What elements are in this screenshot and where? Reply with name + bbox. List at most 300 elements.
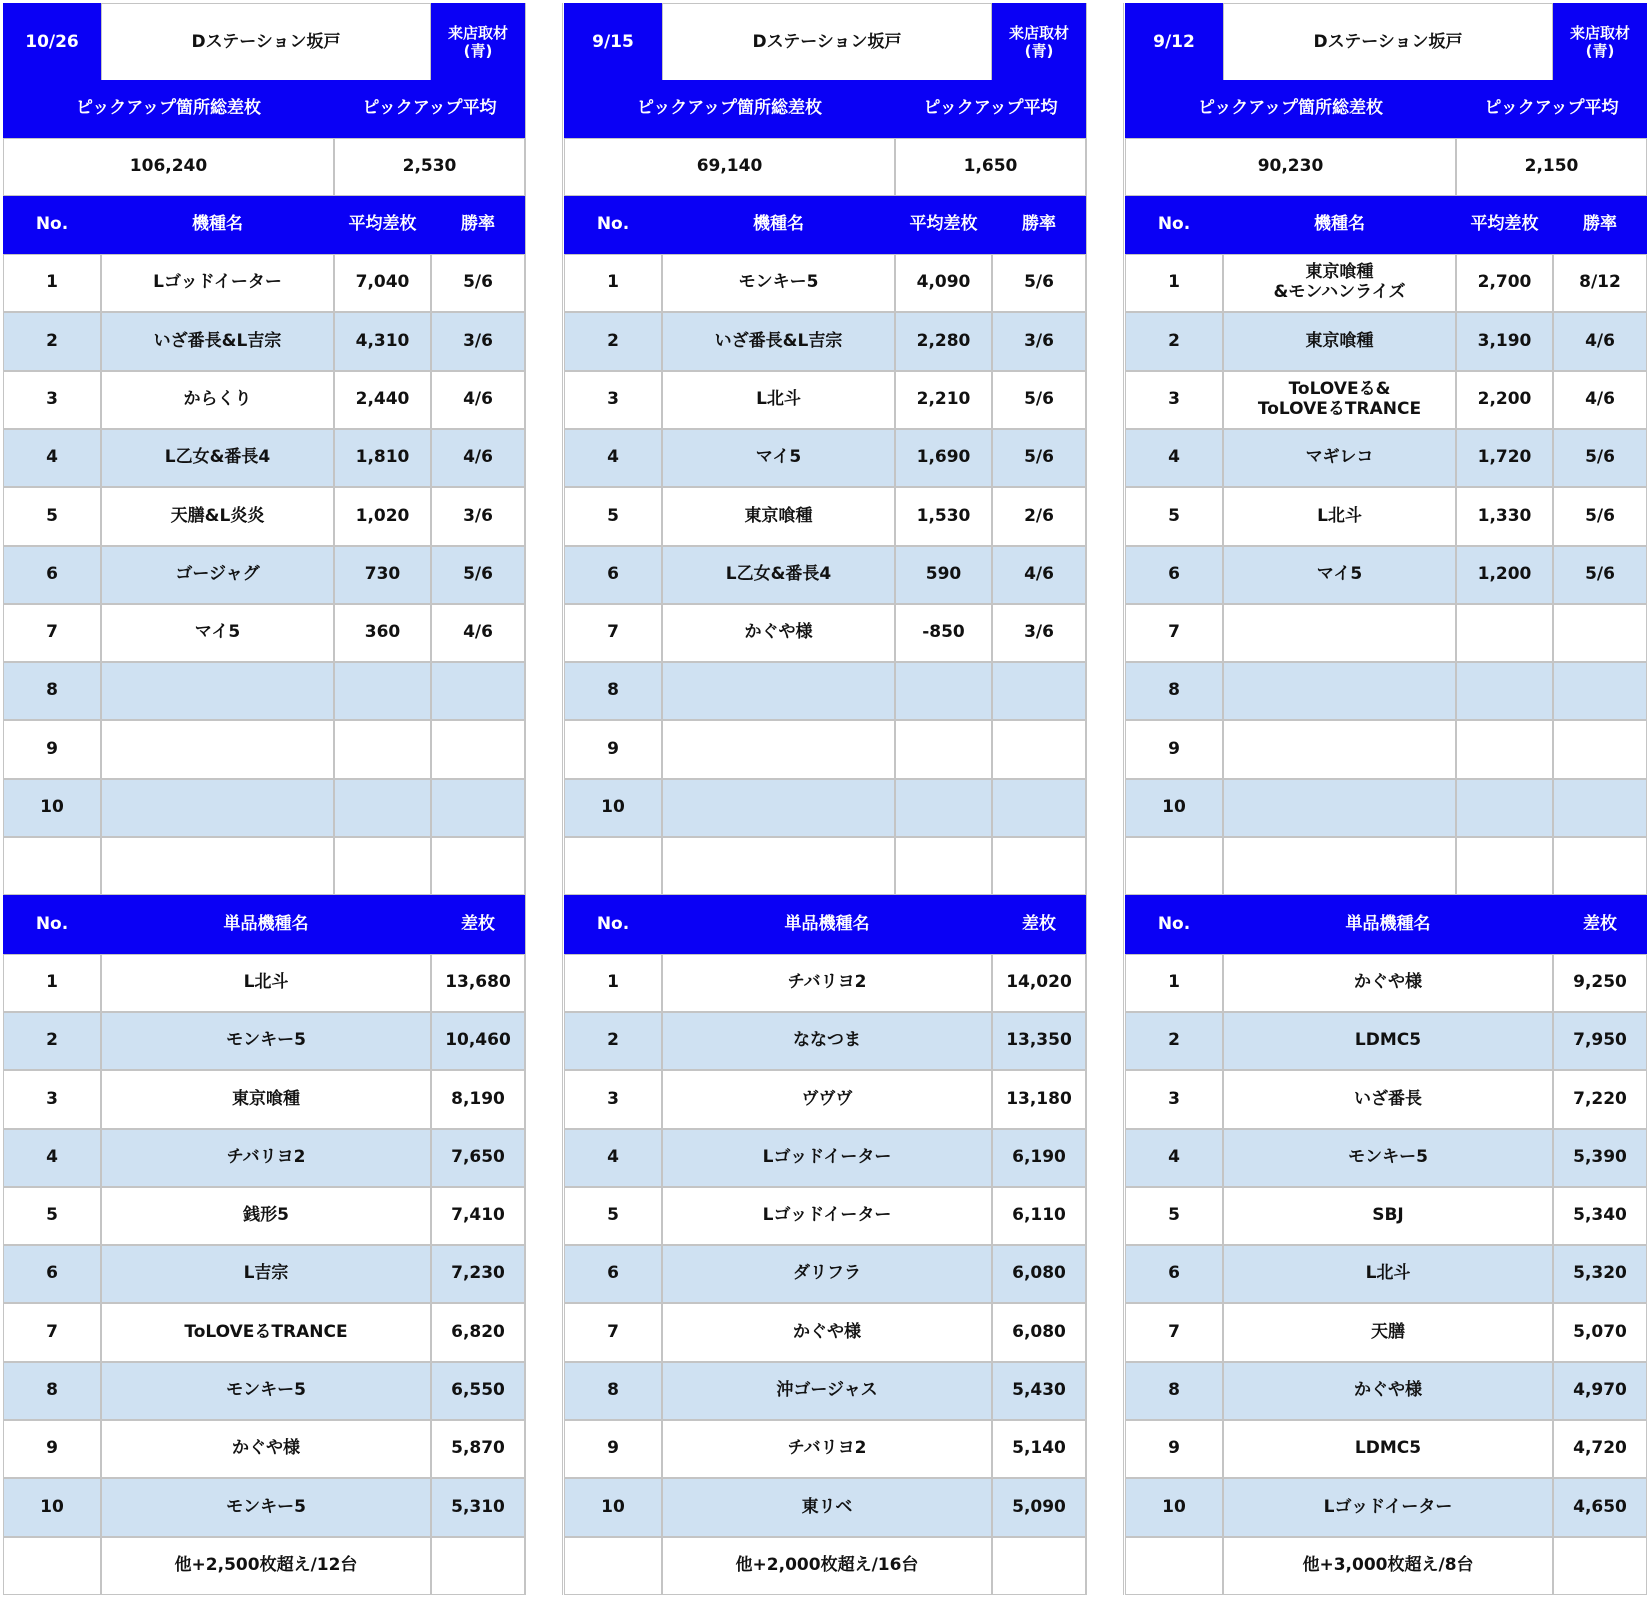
model-row-name-text: Lゴッドイーター xyxy=(153,272,282,293)
single-row-diff-text: 5,090 xyxy=(1012,1496,1066,1517)
model-row-no-text: 5 xyxy=(1168,505,1180,526)
pickup-total-value xyxy=(564,138,895,196)
single-row-no-text: 5 xyxy=(1168,1205,1180,1226)
model-row-no xyxy=(564,779,662,837)
spacer-cell xyxy=(992,837,1086,895)
model-row-no-text: 1 xyxy=(1168,272,1180,293)
model-row-avg xyxy=(334,662,431,720)
model-row-win xyxy=(1553,546,1647,604)
single-row-name-text: ダリフラ xyxy=(793,1263,861,1284)
single-row-diff xyxy=(431,1478,525,1537)
single-row-no-text: 9 xyxy=(1168,1438,1180,1459)
model-row-avg-text: 2,700 xyxy=(1477,272,1532,293)
single-row-name xyxy=(101,1420,431,1478)
model-row-name xyxy=(101,371,334,429)
single-row-diff-text: 9,250 xyxy=(1573,972,1627,993)
single-row-name-text: ToLOVEるTRANCE xyxy=(184,1321,348,1342)
single-row-name xyxy=(662,1129,992,1187)
model-row-win xyxy=(992,254,1086,312)
single-row-no xyxy=(3,1420,101,1478)
model-row-name-text: ToLOVEる& ToLOVEるTRANCE xyxy=(1257,379,1422,419)
single-row-diff-text: 5,070 xyxy=(1573,1321,1627,1342)
single-row-name-text: Lゴッドイーター xyxy=(1323,1496,1453,1517)
visit-badge-text: 来店取材 (青) xyxy=(447,24,508,60)
single-row-diff-text: 7,230 xyxy=(451,1263,505,1284)
model-row-no-text: 4 xyxy=(1168,447,1180,468)
date-header xyxy=(1125,3,1223,82)
single-header-diff xyxy=(992,895,1086,954)
single-row-name xyxy=(101,1070,431,1129)
model-row-no xyxy=(3,662,101,720)
pickup-avg-value xyxy=(334,138,525,196)
single-row-name xyxy=(662,1070,992,1129)
single-row-diff-text: 13,180 xyxy=(1006,1088,1072,1109)
panel-gap xyxy=(1086,3,1124,1595)
model-header-avg xyxy=(334,196,431,254)
single-row-diff-text: 5,870 xyxy=(451,1438,505,1459)
model-row-no xyxy=(1125,429,1223,487)
single-row-diff-text: 4,720 xyxy=(1573,1438,1627,1459)
model-row-name-text: モンキー5 xyxy=(738,272,819,293)
model-row-no xyxy=(3,604,101,662)
model-row-no xyxy=(564,604,662,662)
model-header-name-text: 機種名 xyxy=(192,214,243,235)
single-row-no-text: 2 xyxy=(607,1030,619,1051)
model-row-name xyxy=(1223,487,1456,546)
single-row-no-text: 5 xyxy=(46,1205,58,1226)
model-row-no xyxy=(564,720,662,779)
pickup-avg-value xyxy=(895,138,1086,196)
model-row-no-text: 1 xyxy=(46,272,58,293)
model-row-name xyxy=(1223,662,1456,720)
model-row-no xyxy=(564,546,662,604)
single-row-name xyxy=(101,1012,431,1070)
model-row-win xyxy=(431,312,525,371)
single-row-name xyxy=(1223,1012,1553,1070)
date-header xyxy=(3,3,101,82)
pickup-avg-label-text: ピックアップ平均 xyxy=(1484,98,1619,119)
model-row-no-text: 3 xyxy=(1168,389,1180,410)
single-row-no-text: 5 xyxy=(607,1205,619,1226)
model-row-avg xyxy=(895,662,992,720)
pickup-avg-label-text: ピックアップ平均 xyxy=(923,98,1058,119)
model-row-win-text: 3/6 xyxy=(463,330,493,351)
pickup-total-label xyxy=(3,80,334,138)
single-row-no-text: 6 xyxy=(1168,1263,1180,1284)
single-row-no xyxy=(3,1187,101,1245)
model-row-win xyxy=(1553,662,1647,720)
single-row-no-text: 1 xyxy=(1168,972,1180,993)
single-row-diff xyxy=(1553,1187,1647,1245)
model-row-no-text: 4 xyxy=(46,447,58,468)
single-row-diff-text: 8,190 xyxy=(451,1088,505,1109)
footer-note xyxy=(101,1537,431,1595)
single-row-no xyxy=(1125,954,1223,1012)
footer-blank xyxy=(3,1537,101,1595)
single-row-no xyxy=(3,1070,101,1129)
model-row-avg xyxy=(895,546,992,604)
model-row-no-text: 5 xyxy=(46,505,58,526)
single-row-no xyxy=(3,1012,101,1070)
single-row-diff xyxy=(992,1070,1086,1129)
model-row-name xyxy=(1223,254,1456,312)
model-row-avg-text: 2,200 xyxy=(1477,389,1532,410)
single-row-name xyxy=(1223,1129,1553,1187)
single-row-diff-text: 6,550 xyxy=(451,1380,505,1401)
single-row-name xyxy=(662,1012,992,1070)
single-row-name-text: LDMC5 xyxy=(1354,1030,1422,1051)
single-row-diff xyxy=(1553,1070,1647,1129)
model-row-avg xyxy=(334,254,431,312)
model-row-win xyxy=(431,779,525,837)
model-row-no-text: 7 xyxy=(1168,622,1180,643)
single-row-diff xyxy=(431,1303,525,1362)
single-row-name xyxy=(1223,1070,1553,1129)
model-row-name xyxy=(101,779,334,837)
single-row-no-text: 9 xyxy=(607,1438,619,1459)
single-row-name-text: モンキー5 xyxy=(1348,1147,1428,1168)
single-row-diff xyxy=(1553,1478,1647,1537)
model-row-name xyxy=(101,429,334,487)
model-row-name-text: マイ5 xyxy=(194,622,241,643)
model-row-avg-text: 1,810 xyxy=(355,447,410,468)
model-row-name xyxy=(101,546,334,604)
model-row-win xyxy=(1553,720,1647,779)
single-row-diff-text: 5,320 xyxy=(1573,1263,1627,1284)
footer-blank xyxy=(564,1537,662,1595)
model-row-name xyxy=(662,487,895,546)
single-row-no xyxy=(1125,1478,1223,1537)
model-row-win xyxy=(992,487,1086,546)
single-row-no-text: 10 xyxy=(601,1496,625,1517)
single-row-no xyxy=(3,1362,101,1420)
model-row-no-text: 8 xyxy=(46,680,58,701)
model-row-name-text: いざ番長&L吉宗 xyxy=(153,330,282,351)
single-header-name xyxy=(1223,895,1553,954)
single-row-diff xyxy=(431,1070,525,1129)
model-row-no xyxy=(3,254,101,312)
model-header-win xyxy=(431,196,525,254)
single-header-name xyxy=(101,895,431,954)
model-row-name xyxy=(662,312,895,371)
model-row-avg-text: 1,020 xyxy=(355,505,410,526)
single-row-name xyxy=(1223,1362,1553,1420)
single-header-name-text: 単品機種名 xyxy=(223,913,309,934)
model-header-name xyxy=(662,196,895,254)
model-row-avg xyxy=(1456,720,1553,779)
single-row-no-text: 8 xyxy=(1168,1380,1180,1401)
single-header-no-text: No. xyxy=(596,913,630,934)
single-row-no-text: 3 xyxy=(607,1088,619,1109)
model-row-no-text: 6 xyxy=(607,564,619,585)
model-row-no xyxy=(1125,779,1223,837)
single-row-diff-text: 10,460 xyxy=(445,1030,511,1051)
model-header-name xyxy=(1223,196,1456,254)
model-row-name-text: ゴージャグ xyxy=(175,564,260,585)
model-row-no-text: 6 xyxy=(1168,564,1180,585)
single-row-name xyxy=(101,1478,431,1537)
model-row-win-text: 4/6 xyxy=(1585,389,1615,410)
model-row-no xyxy=(3,487,101,546)
single-row-name-text: チバリヨ2 xyxy=(226,1147,306,1168)
single-row-diff xyxy=(431,1129,525,1187)
single-header-name-text: 単品機種名 xyxy=(1345,913,1431,934)
pickup-avg-label xyxy=(334,80,525,138)
visit-badge xyxy=(992,3,1086,82)
spacer-cell xyxy=(564,837,662,895)
single-row-diff-text: 5,430 xyxy=(1012,1380,1066,1401)
model-row-win-text: 5/6 xyxy=(463,272,493,293)
model-row-name xyxy=(662,429,895,487)
single-row-diff xyxy=(992,1478,1086,1537)
single-row-name xyxy=(101,1245,431,1303)
single-row-diff-text: 7,410 xyxy=(451,1205,505,1226)
single-row-name xyxy=(1223,1478,1553,1537)
spacer-cell xyxy=(101,837,334,895)
single-row-diff xyxy=(431,1420,525,1478)
single-header-diff-text: 差枚 xyxy=(461,913,495,934)
store-name-text: Dステーション坂戸 xyxy=(752,31,902,52)
model-row-no xyxy=(3,546,101,604)
visit-badge-text: 来店取材 (青) xyxy=(1008,24,1069,60)
model-header-avg-text: 平均差枚 xyxy=(1470,214,1539,235)
model-row-name-text: L乙女&番長4 xyxy=(164,447,271,468)
model-row-name xyxy=(662,604,895,662)
single-row-name-text: 銭形5 xyxy=(243,1205,289,1226)
single-row-diff-text: 14,020 xyxy=(1006,972,1072,993)
model-row-no-text: 8 xyxy=(607,680,619,701)
model-row-win xyxy=(992,312,1086,371)
spacer-cell xyxy=(895,837,992,895)
model-header-no-text: No. xyxy=(1157,214,1191,235)
panel-gap xyxy=(525,3,563,1595)
single-row-diff xyxy=(1553,1303,1647,1362)
model-row-no-text: 5 xyxy=(607,505,619,526)
single-row-name xyxy=(101,954,431,1012)
model-row-avg-text: 4,310 xyxy=(355,330,410,351)
model-row-no-text: 4 xyxy=(607,447,619,468)
model-row-win-text: 5/6 xyxy=(1585,505,1615,526)
single-row-diff-text: 7,220 xyxy=(1573,1088,1627,1109)
single-row-name xyxy=(662,1478,992,1537)
model-row-no-text: 2 xyxy=(607,330,619,351)
model-row-name-text: L乙女&番長4 xyxy=(725,564,832,585)
model-row-win-text: 4/6 xyxy=(1024,564,1054,585)
model-row-avg-text: 1,720 xyxy=(1477,447,1532,468)
model-row-name-text: マギレコ xyxy=(1305,447,1374,468)
model-row-name xyxy=(101,487,334,546)
model-row-win xyxy=(992,371,1086,429)
model-row-name-text: 東京喰種 xyxy=(1305,330,1374,351)
single-row-no xyxy=(564,954,662,1012)
visit-badge-text: 来店取材 (青) xyxy=(1569,24,1630,60)
model-header-no xyxy=(3,196,101,254)
pickup-avg-label-text: ピックアップ平均 xyxy=(362,98,497,119)
model-row-no xyxy=(564,662,662,720)
model-row-win xyxy=(992,662,1086,720)
model-row-avg xyxy=(334,429,431,487)
model-row-avg-text: 1,690 xyxy=(916,447,971,468)
single-row-name xyxy=(662,1245,992,1303)
single-header-no xyxy=(1125,895,1223,954)
model-row-name-text: L北斗 xyxy=(1317,505,1362,526)
single-row-no xyxy=(3,954,101,1012)
model-header-win-text: 勝率 xyxy=(1022,214,1056,235)
model-row-avg xyxy=(895,779,992,837)
model-row-win-text: 5/6 xyxy=(1585,564,1615,585)
store-name xyxy=(1223,3,1553,82)
model-row-no-text: 9 xyxy=(1168,738,1180,759)
spacer-cell xyxy=(334,837,431,895)
model-row-name-text: 天膳&L炎炎 xyxy=(170,505,265,526)
single-row-no xyxy=(564,1478,662,1537)
visit-badge xyxy=(1553,3,1647,82)
footer-blank xyxy=(431,1537,525,1595)
model-row-avg xyxy=(895,312,992,371)
model-row-avg xyxy=(334,779,431,837)
model-row-no xyxy=(3,371,101,429)
single-row-diff-text: 7,650 xyxy=(451,1147,505,1168)
single-row-no xyxy=(564,1070,662,1129)
model-row-win xyxy=(1553,487,1647,546)
model-row-avg xyxy=(895,429,992,487)
single-row-name-text: 沖ゴージャス xyxy=(776,1380,878,1401)
single-row-name xyxy=(101,1303,431,1362)
visit-badge xyxy=(431,3,525,82)
model-row-no xyxy=(3,429,101,487)
model-header-name-text: 機種名 xyxy=(753,214,804,235)
pickup-avg-value-text: 2,530 xyxy=(402,156,457,177)
date-header-text: 10/26 xyxy=(25,31,79,52)
single-row-diff xyxy=(992,1303,1086,1362)
pickup-total-label-text: ピックアップ箇所総差枚 xyxy=(1197,98,1384,119)
single-row-no xyxy=(564,1245,662,1303)
single-row-name-text: チバリヨ2 xyxy=(787,972,867,993)
date-header xyxy=(564,3,662,82)
model-header-name-text: 機種名 xyxy=(1314,214,1365,235)
footer-note-text: 他+2,000枚超え/16台 xyxy=(735,1555,919,1576)
single-row-name xyxy=(662,954,992,1012)
model-header-name xyxy=(101,196,334,254)
single-row-name-text: 天膳 xyxy=(1371,1321,1405,1342)
model-row-win xyxy=(992,604,1086,662)
single-row-name xyxy=(1223,1187,1553,1245)
single-header-name xyxy=(662,895,992,954)
model-row-win xyxy=(431,429,525,487)
single-row-no xyxy=(1125,1245,1223,1303)
model-row-win-text: 4/6 xyxy=(463,622,493,643)
pickup-avg-label xyxy=(1456,80,1647,138)
single-row-diff xyxy=(431,1187,525,1245)
single-row-name xyxy=(662,1187,992,1245)
single-row-no-text: 4 xyxy=(46,1147,58,1168)
model-row-no-text: 7 xyxy=(607,622,619,643)
model-row-name-text: かぐや様 xyxy=(744,622,813,643)
model-row-avg-text: 360 xyxy=(364,622,401,643)
model-row-win-text: 2/6 xyxy=(1024,505,1054,526)
model-row-win xyxy=(992,429,1086,487)
model-row-no xyxy=(1125,604,1223,662)
model-row-avg-text: 1,200 xyxy=(1477,564,1532,585)
single-row-no xyxy=(1125,1187,1223,1245)
model-row-win-text: 5/6 xyxy=(1585,447,1615,468)
single-row-name xyxy=(662,1303,992,1362)
model-header-avg xyxy=(895,196,992,254)
model-row-avg-text: 730 xyxy=(364,564,401,585)
model-row-win-text: 5/6 xyxy=(1024,447,1054,468)
model-row-avg xyxy=(334,312,431,371)
model-row-no xyxy=(1125,720,1223,779)
single-row-no-text: 9 xyxy=(46,1438,58,1459)
model-row-name-text: 東京喰種 &モンハンライズ xyxy=(1273,262,1406,302)
model-row-name xyxy=(662,371,895,429)
model-row-no-text: 2 xyxy=(46,330,58,351)
model-row-win-text: 5/6 xyxy=(463,564,493,585)
single-row-diff-text: 6,110 xyxy=(1012,1205,1066,1226)
model-row-avg xyxy=(1456,312,1553,371)
single-row-name xyxy=(1223,1303,1553,1362)
model-row-avg xyxy=(895,720,992,779)
model-row-avg-text: 2,210 xyxy=(916,389,971,410)
single-row-name-text: かぐや様 xyxy=(793,1321,861,1342)
single-header-diff xyxy=(431,895,525,954)
model-row-no xyxy=(564,371,662,429)
single-row-diff xyxy=(431,954,525,1012)
single-row-name-text: L北斗 xyxy=(1365,1263,1411,1284)
model-row-avg xyxy=(334,604,431,662)
single-row-diff xyxy=(431,1362,525,1420)
model-row-avg xyxy=(334,371,431,429)
single-row-no-text: 8 xyxy=(607,1380,619,1401)
model-row-avg xyxy=(334,546,431,604)
single-row-no-text: 1 xyxy=(46,972,58,993)
model-row-name-text: マイ5 xyxy=(1316,564,1363,585)
store-name-text: Dステーション坂戸 xyxy=(191,31,341,52)
model-row-no-text: 3 xyxy=(46,389,58,410)
date-header-text: 9/12 xyxy=(1153,31,1195,52)
single-row-no xyxy=(1125,1303,1223,1362)
model-row-avg xyxy=(895,254,992,312)
model-row-avg xyxy=(895,371,992,429)
single-header-no xyxy=(564,895,662,954)
single-row-name-text: ななつま xyxy=(793,1030,861,1051)
model-row-no-text: 7 xyxy=(46,622,58,643)
spacer-cell xyxy=(662,837,895,895)
single-row-diff-text: 5,340 xyxy=(1573,1205,1627,1226)
single-row-no-text: 4 xyxy=(1168,1147,1180,1168)
single-row-name xyxy=(662,1420,992,1478)
store-name xyxy=(662,3,992,82)
single-row-no xyxy=(564,1303,662,1362)
single-row-diff xyxy=(1553,1362,1647,1420)
model-row-avg xyxy=(1456,487,1553,546)
single-row-diff-text: 6,190 xyxy=(1012,1147,1066,1168)
model-row-avg-text: 1,330 xyxy=(1477,505,1532,526)
model-row-win xyxy=(1553,779,1647,837)
model-row-no xyxy=(3,720,101,779)
pickup-total-value xyxy=(1125,138,1456,196)
single-row-diff-text: 5,310 xyxy=(451,1496,505,1517)
single-row-diff xyxy=(992,1187,1086,1245)
model-row-no-text: 8 xyxy=(1168,680,1180,701)
single-row-no-text: 7 xyxy=(607,1321,619,1342)
single-row-name xyxy=(101,1129,431,1187)
model-row-no xyxy=(1125,662,1223,720)
model-row-win xyxy=(1553,604,1647,662)
single-header-diff xyxy=(1553,895,1647,954)
model-row-win xyxy=(1553,312,1647,371)
model-header-avg xyxy=(1456,196,1553,254)
